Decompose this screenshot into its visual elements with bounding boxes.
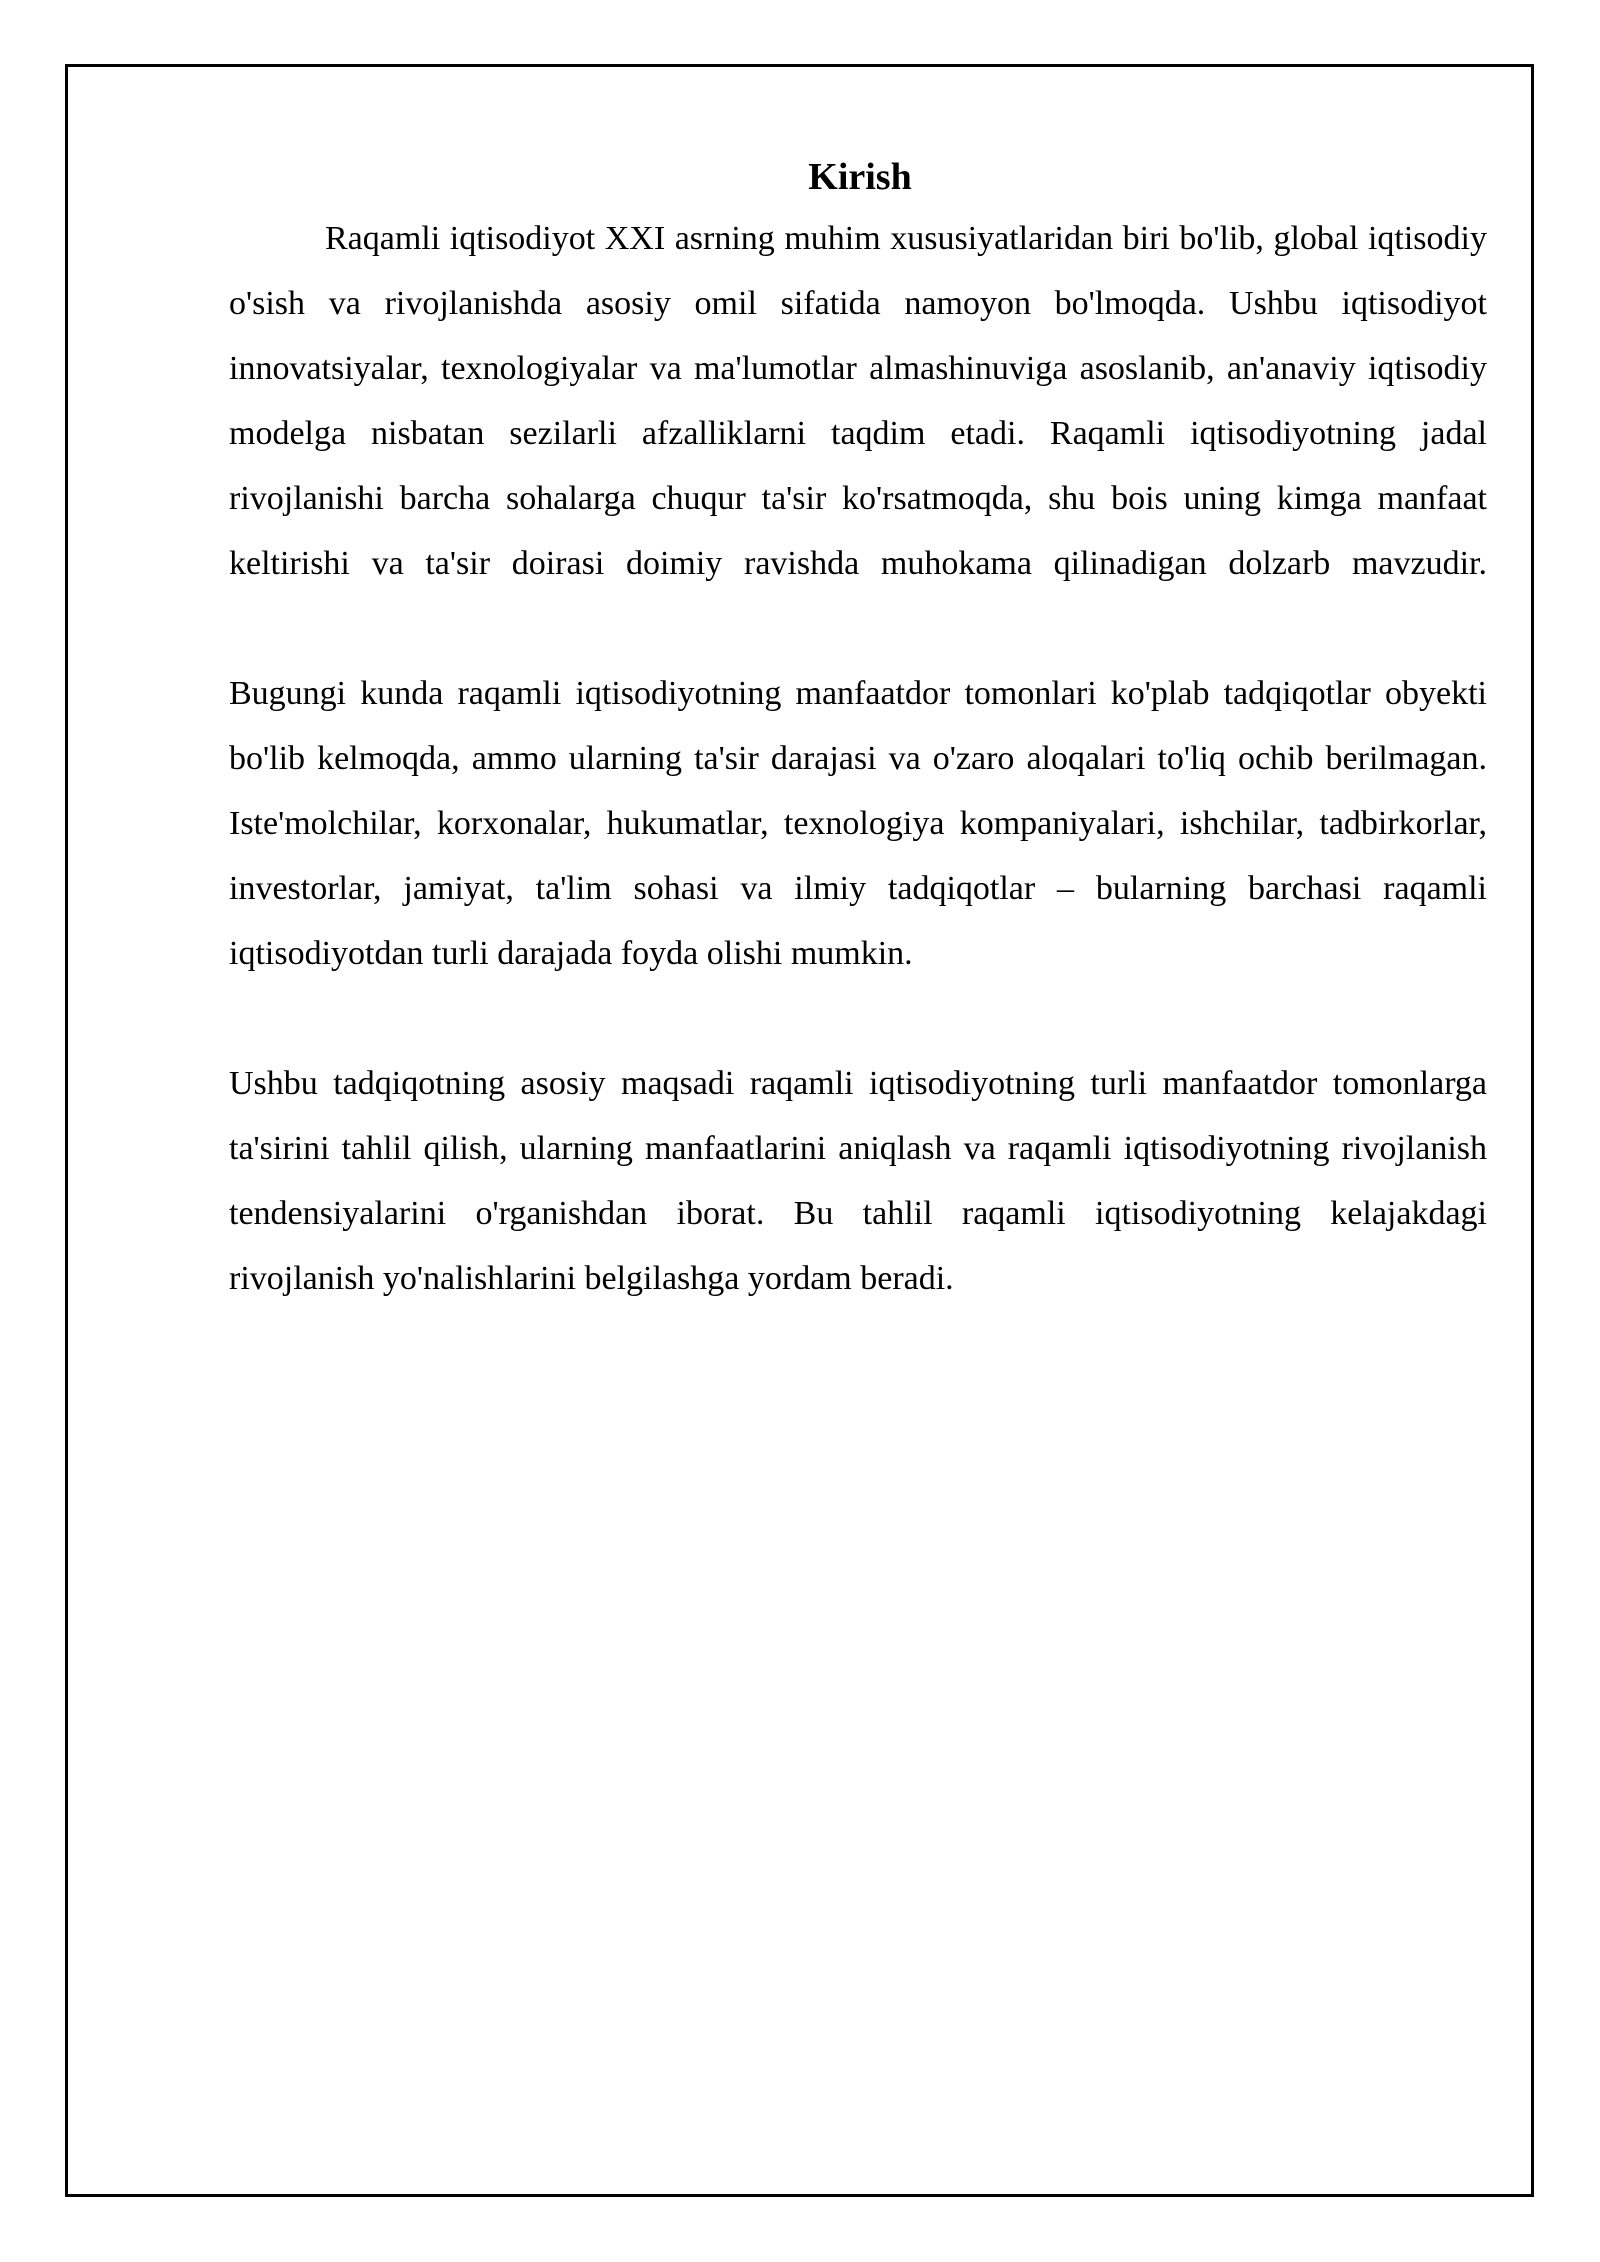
paragraph-stakeholders: Bugungi kunda raqamli iqtisodiyotning manfaatdor tomonlari ko'plab tadqiqotlar obyekti bo'lib kelmoqda, ammo ularning ta'sir darajasi va o'zaro aloqalari to'liq ochib berilmagan. Iste'molchilar, korxonalar, hukumatlar, texnologiya kompaniyalari, ishchilar, tadbirkorlar, investorlar, jamiyat, ta'lim sohasi va ilmiy tadqiqotlar – bularning barchasi raqamli iqtisodiyotdan turli darajada foyda olishi mumkin. [229, 675, 1487, 972]
document-title: Kirish [808, 156, 912, 198]
paragraph-spacer [229, 596, 1487, 661]
document-body [229, 148, 1487, 1311]
paragraph-goal: Ushbu tadqiqotning asosiy maqsadi raqamli iqtisodiyotning turli manfaatdor tomonlarga ta'sirini tahlil qilish, ularning manfaatlarini aniqlash va raqamli iqtisodiyotning rivojlanish tendensiyalarini o'rganishdan iborat. Bu tahlil raqamli iqtisodiyotning kelajakdagi rivojlanish yo'nalishlarini belgilashga yordam beradi. [229, 1065, 1487, 1297]
paragraph-spacer [229, 986, 1487, 1051]
paragraph-intro: Raqamli iqtisodiyot XXI asrning muhim xususiyatlaridan biri bo'lib, global iqtisodiy o'sish va rivojlanishda asosiy omil sifatida namoyon bo'lmoqda. Ushbu iqtisodiyot innovatsiyalar, texnologiyalar va ma'lumotlar almashinuviga asoslanib, an'anaviy iqtisodiy modelga nisbatan sezilarli afzalliklarni taqdim etadi. Raqamli iqtisodiyotning jadal rivojlanishi barcha sohalarga chuqur ta'sir ko'rsatmoqda, shu bois uning kimga manfaat keltirishi va ta'sir doirasi doimiy ravishda muhokama qilinadigan dolzarb mavzudir. [229, 220, 1487, 582]
